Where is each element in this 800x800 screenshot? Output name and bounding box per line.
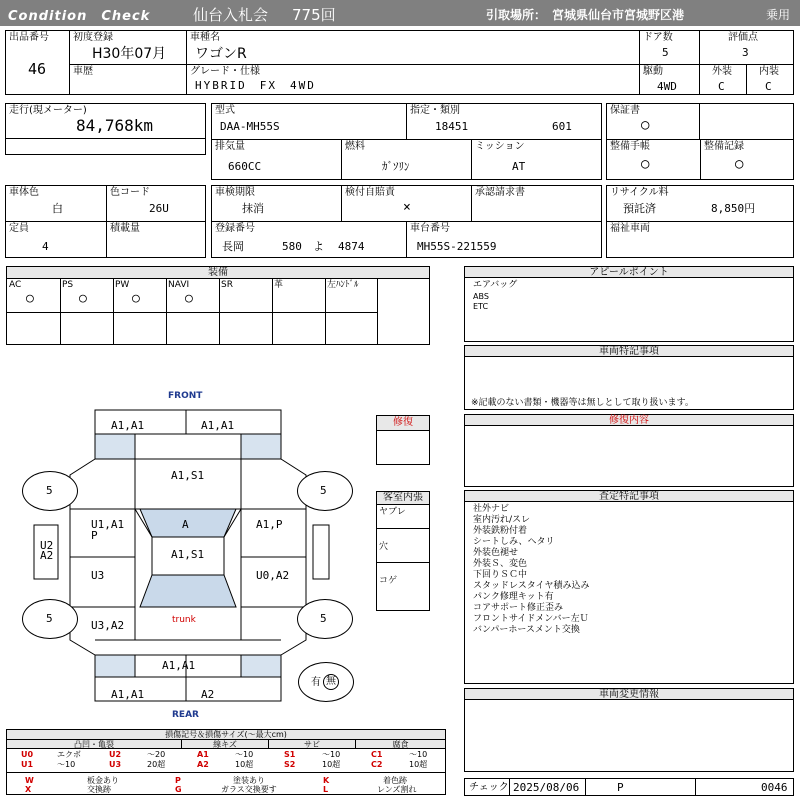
car-name: ワゴンR [195, 46, 247, 62]
tire-fl-value: 5 [46, 484, 53, 497]
special-notes-panel [464, 345, 794, 410]
first-reg-box [69, 30, 187, 65]
grade-value: HYBRID FX 4WD [195, 79, 316, 92]
mark-rear-bumper-right: A2 [201, 688, 215, 701]
trunk-label: trunk [172, 615, 196, 625]
ext-box [699, 64, 747, 95]
legend-desc: 20超 [147, 760, 166, 769]
legend-code: C1 [371, 750, 383, 759]
warranty-label: 保証書 [610, 105, 640, 116]
assessment-line: 社外ナビ [473, 504, 510, 514]
lot-label: 出品番号 [9, 32, 49, 43]
vehicle-category: 乗用 [766, 8, 791, 22]
legend-code: X [25, 785, 32, 794]
history-label: 車歴 [73, 66, 93, 77]
mark-hood: A1,S1 [171, 469, 205, 482]
legend-code: U3 [109, 760, 122, 769]
model-label: 型式 [215, 105, 235, 116]
cabin-box [376, 491, 430, 611]
reg-area: 長岡 [222, 240, 244, 253]
int-label: 内装 [759, 66, 779, 77]
mark-side-left: U2 [40, 539, 54, 552]
assessment-line: バンパーホースメント交換 [473, 625, 580, 635]
warranty-mark: ○ [641, 117, 650, 133]
damage-legend [6, 729, 446, 795]
appeal-line: エアバッグ [473, 280, 518, 290]
assessment-line: 外装色褪せ [473, 548, 519, 558]
check-date: 2025/08/06 [513, 781, 580, 794]
legend-title: 損傷記号＆損傷サイズ(〜最大cm) [6, 729, 446, 740]
auction-number: 775回 [292, 6, 336, 24]
mark-front-door-right: A1,P [256, 518, 283, 531]
equip-navi-label: NAVI [168, 280, 190, 290]
equip-ps-mark: ○ [79, 291, 87, 306]
mission-box [471, 139, 602, 180]
mark-windshield: A [182, 518, 189, 531]
chassis-label: 車台番号 [410, 223, 450, 234]
fuel-box [341, 139, 472, 180]
legend-code: L [323, 785, 329, 794]
repair-box-label: 修復 [376, 415, 430, 431]
legend-desc: 〜10 [57, 760, 76, 769]
approval-label: 承認請求書 [475, 187, 525, 198]
insurance-box [341, 185, 472, 222]
color-code-value: 26U [149, 202, 169, 215]
mark-rear-door-left: U3 [91, 569, 105, 582]
legend-desc: 10超 [322, 760, 341, 769]
legend-code: A2 [197, 760, 209, 769]
legend-desc: 〜10 [235, 750, 254, 759]
int-grade: C [765, 80, 772, 93]
recycle-status: 預託済 [623, 202, 656, 215]
legend-desc: 〜10 [322, 750, 341, 759]
legend-desc: 塗装あり [233, 776, 265, 785]
legend-desc: 10超 [409, 760, 428, 769]
drive-label: 駆動 [643, 66, 663, 77]
mission-value: AT [512, 160, 526, 173]
header-bar [0, 0, 800, 26]
equip-leather-label: 革 [274, 280, 284, 290]
color-label: 車体色 [9, 187, 39, 198]
score-value: 3 [742, 46, 749, 59]
mileage-box [5, 103, 206, 155]
warranty-box [606, 103, 794, 140]
legend-code: A1 [197, 750, 209, 759]
spare-mark: 無 [326, 676, 336, 687]
record-mark: ○ [735, 156, 744, 172]
car-name-box [186, 30, 640, 65]
equip-navi-mark: ○ [185, 291, 193, 306]
repair-title: 修復内容 [464, 414, 794, 426]
assessment-line: 下回りＳＣ中 [473, 570, 528, 580]
welfare-label: 福祉車両 [610, 223, 650, 234]
color-code-label: 色コード [110, 187, 150, 198]
legend-head-corrosion: 腐食 [355, 739, 446, 749]
legend-code: S1 [284, 750, 296, 759]
color-code-box [106, 185, 206, 222]
assessment-line: 外装鉄粉付着 [473, 526, 528, 536]
record-box [700, 139, 794, 180]
ext-label: 外装 [712, 66, 732, 77]
repair-panel [464, 414, 794, 487]
appeal-line: ABS [473, 292, 489, 301]
tire-fr-value: 5 [320, 484, 327, 497]
assessment-title: 査定特記事項 [464, 490, 794, 502]
legend-head-scratch: 線キズ [181, 739, 269, 749]
assessment-line: フロントサイドメンバー左Ｕ [473, 614, 589, 624]
score-label: 評価点 [728, 32, 758, 43]
drive-box [639, 64, 700, 95]
lot-box [5, 30, 70, 95]
doors-value: 5 [662, 46, 669, 59]
model-box [211, 103, 407, 140]
special-notes-disclaimer: ※記載のない書類・機器等は無しとして取り扱います。 [471, 398, 694, 408]
designation-label: 指定・類別 [410, 105, 460, 116]
doors-label: ドア数 [643, 32, 673, 43]
tire-rr-value: 5 [320, 612, 327, 625]
auction-name: 仙台入札会 [193, 6, 269, 24]
legend-code: U1 [21, 760, 34, 769]
equip-ac-mark: ○ [26, 291, 34, 306]
doors-box [639, 30, 700, 65]
legend-desc: レンズ割れ [377, 785, 417, 794]
model-value: DAA-MH55S [220, 120, 280, 133]
cabin-item: 穴 [379, 542, 389, 552]
equip-ps-label: PS [62, 280, 74, 290]
mark-rear-bumper-left: A1,A1 [111, 688, 145, 701]
car-diagram [0, 385, 460, 725]
mark-front-door-left-2: P [91, 529, 98, 542]
appeal-title: アピールポイント [464, 266, 794, 278]
cabin-box-label: 客室内張 [376, 491, 430, 505]
capacity-value: 4 [42, 240, 49, 253]
assessment-line: 外装Ｓ、変色 [473, 559, 528, 569]
ext-grade: C [718, 80, 725, 93]
grade-box [186, 64, 640, 95]
mission-label: ミッション [475, 141, 525, 152]
appeal-panel [464, 266, 794, 342]
legend-code: K [323, 776, 330, 785]
displacement-box [211, 139, 342, 180]
assessment-line: シートしみ、ヘタリ [473, 537, 555, 547]
special-notes-title: 車両特記事項 [464, 345, 794, 357]
reg-kana: よ [313, 240, 324, 253]
manual-mark: ○ [641, 156, 650, 172]
legend-head-rust: サビ [268, 739, 356, 749]
mark-front-bumper-left: A1,A1 [111, 419, 145, 432]
equip-pw-label: PW [115, 280, 130, 290]
equip-sr-label: SR [221, 280, 233, 290]
capacity-label: 定員 [9, 223, 29, 234]
mark-rear-fender-left: U3,A2 [91, 619, 125, 632]
manual-label: 整備手帳 [610, 141, 650, 152]
reg-number: 4874 [338, 240, 365, 253]
legend-desc: 着色跡 [383, 776, 407, 785]
car-name-label: 車種名 [190, 32, 220, 43]
chassis-box [406, 221, 602, 258]
classification-value: 601 [552, 120, 572, 133]
fuel-label: 燃料 [345, 141, 365, 152]
int-box [746, 64, 794, 95]
pickup-label: 引取場所： [486, 8, 547, 22]
designation-box [406, 103, 602, 140]
grade-label: グレード・仕様 [190, 66, 260, 77]
first-reg-label: 初度登録 [73, 32, 113, 43]
record-label: 整備記録 [704, 141, 744, 152]
mark-front-bumper-right: A1,A1 [201, 419, 235, 432]
legend-desc: エクボ [57, 750, 81, 759]
assessment-line: パンク修理キット有 [473, 592, 554, 602]
designation-value: 18451 [435, 120, 469, 133]
legend-code: S2 [284, 760, 296, 769]
legend-desc: 〜20 [147, 750, 166, 759]
assessment-line: スタッドレスタイヤ積み込み [473, 581, 590, 591]
score-box [699, 30, 794, 65]
appeal-line: ETC [473, 302, 489, 311]
rear-label: REAR [172, 710, 199, 720]
first-reg-value: H30年07月 [92, 46, 167, 62]
legend-code: W [25, 776, 34, 785]
displacement-label: 排気量 [215, 141, 245, 152]
reg-no-label: 登録番号 [215, 223, 255, 234]
legend-head-dent: 凸凹・亀裂 [6, 739, 182, 749]
inspection-value: 抹消 [242, 202, 264, 215]
chassis-number: MH55S-221559 [417, 240, 497, 253]
mileage-value: 84,768km [76, 116, 154, 135]
front-label: FRONT [168, 391, 203, 401]
insurance-label: 検付自賠責 [345, 187, 395, 198]
change-info-panel [464, 688, 794, 772]
legend-desc: ガラス交換要す [221, 785, 277, 794]
equipment-title: 装備 [6, 266, 430, 279]
manual-box [606, 139, 701, 180]
approval-box [471, 185, 602, 222]
cabin-item: ヤブレ [379, 507, 406, 517]
reg-class: 580 [282, 240, 302, 253]
reg-no-box [211, 221, 407, 258]
displacement-value: 660CC [228, 160, 262, 173]
check-label: チェック [469, 782, 509, 793]
lot-number: 46 [28, 60, 47, 78]
report-title: Condition Check [8, 9, 151, 24]
mark-side-left-2: A2 [40, 549, 54, 562]
recycle-box [606, 185, 794, 222]
color-value: 白 [52, 202, 63, 215]
legend-desc: 10超 [235, 760, 254, 769]
equip-lhd-label: 左ﾊﾝﾄﾞﾙ [327, 280, 359, 290]
load-label: 積載量 [110, 223, 140, 234]
legend-code: P [175, 776, 181, 785]
insurance-mark: × [403, 200, 411, 215]
legend-code: U2 [109, 750, 122, 759]
load-box [106, 221, 206, 258]
mark-front-door-left: U1,A1 [91, 518, 125, 531]
check-code: P [617, 781, 624, 794]
equipment-table [6, 266, 430, 345]
legend-code: U0 [21, 750, 34, 759]
recycle-label: リサイクル料 [610, 187, 669, 198]
assessment-panel [464, 490, 794, 684]
tire-rl-value: 5 [46, 612, 53, 625]
equip-ac-label: AC [9, 280, 22, 290]
inspection-box [211, 185, 342, 222]
legend-desc: 交換跡 [87, 785, 111, 794]
equip-pw-mark: ○ [132, 291, 140, 306]
history-box [69, 64, 187, 95]
drive-value: 4WD [657, 80, 677, 93]
check-number: 0046 [761, 781, 788, 794]
pickup-location: 宮城県仙台市宮城野区港 [552, 8, 685, 22]
mark-roof: A1,S1 [171, 548, 205, 561]
welfare-box [606, 221, 794, 258]
legend-desc: 板金あり [87, 776, 119, 785]
check-row [464, 778, 794, 796]
color-box [5, 185, 107, 222]
cabin-item: コゲ [379, 576, 398, 586]
recycle-fee: 8,850円 [711, 202, 756, 215]
legend-code: G [175, 785, 182, 794]
assessment-line: コアサポート修正歪み [473, 603, 564, 613]
repair-box [376, 415, 430, 465]
change-info-title: 車両変更情報 [464, 688, 794, 700]
legend-code: C2 [371, 760, 383, 769]
capacity-box [5, 221, 107, 258]
mark-back-panel: A1,A1 [162, 659, 196, 672]
mileage-label: 走行(現メーター) [9, 105, 87, 116]
fuel-value: ｶﾞｿﾘﾝ [382, 160, 410, 173]
legend-desc: 〜10 [409, 750, 428, 759]
spare-label: 有 [311, 677, 321, 688]
assessment-line: 室内汚れ/スレ [473, 515, 531, 525]
mark-rear-door-right: U0,A2 [256, 569, 290, 582]
inspection-label: 車検期限 [215, 187, 255, 198]
